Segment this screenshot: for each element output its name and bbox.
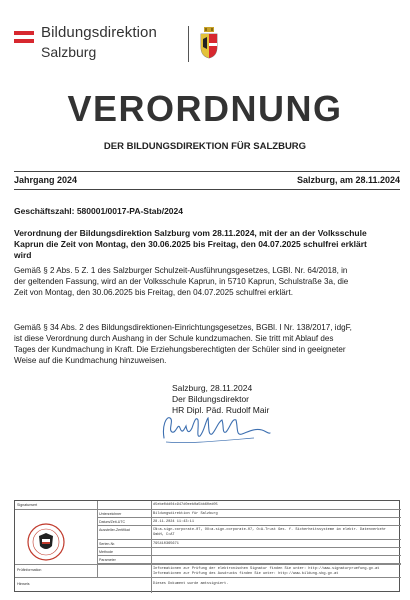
signoff-place-date: Salzburg, 28.11.2024 (172, 383, 253, 393)
sig-row: Methode (97, 548, 401, 556)
sig-row: Hinweis Dieses Dokument wurde amtssigniert. (17, 582, 229, 586)
top-rule (14, 171, 400, 172)
lead-line: Kaprun die Zeit von Montag, den 30.06.2025 bis Freitag, den 04.07.2025 schulfrei erklärt (14, 239, 367, 249)
sig-row: Datum/Zeit-UTC 28.11.2024 11:43:11 (97, 518, 401, 526)
salzburg-coat-of-arms-icon (199, 27, 219, 59)
sig-row: Prüfinformation Informationen zur Prüfung der elektronischen Signatur finden Sie unter: http://www.signaturpruefung.gv.at Informationen zur Prüfung des Ausdrucks finden Sie unter: http://www.bildung-sbg.gv.at (15, 564, 401, 578)
paragraph-line: ist diese Verordnung durch Aushang in der Schule kundzumachen. Sie tritt mit Ablauf des (14, 334, 334, 343)
header-divider (188, 26, 189, 62)
document-title: VERORDNUNG (67, 88, 343, 129)
paragraph-line: Gemäß § 34 Abs. 2 des Bildungsdirektionen-Einrichtungsgesetzes, BGBl. I Nr. 138/2017, idgF, (14, 323, 352, 332)
document-subtitle: DER BILDUNGSDIREKTION FÜR SALZBURG (103, 141, 307, 152)
sig-row: Unterzeichner Bildungsdirektion für Salzburg (97, 510, 401, 518)
place-date: Salzburg, am 28.11.2024 (296, 175, 400, 185)
paragraph-line: Zeit von Montag, den 30.06.2025 bis Freitag, den 04.07.2025 schulfrei erklärt. (14, 288, 293, 297)
signoff-role: Der Bildungsdirektor (172, 394, 250, 404)
bottom-rule (14, 189, 400, 190)
jahrgang: Jahrgang 2024 (14, 175, 78, 185)
paragraph-line: Tages der Kundmachung in Kraft. Die Erziehungsberechtigten der Schüler sind in geeigneter (14, 345, 346, 354)
lead-paragraph (14, 228, 400, 261)
org-name-line1: Bildungsdirektion (41, 24, 157, 41)
signature-block (14, 500, 400, 592)
paragraph-line: der geltenden Fassung, wird an der Volksschule Kaprun, in 5710 Kaprun, Schulstraße 3a, die (14, 277, 349, 286)
geschaeftszahl: Geschäftszahl: 580001/0017-PA-Stab/2024 (14, 206, 183, 216)
sig-row: Parameter (97, 556, 401, 564)
paragraph-2 (14, 322, 402, 366)
handwritten-signature-icon (158, 408, 273, 448)
paragraph-line: Weise auf die Kundmachung hinzuweisen. (14, 356, 167, 365)
sig-row: Serien-Nr. 795410365671 (97, 540, 401, 548)
flag-logo-icon (14, 31, 34, 43)
paragraph-line: Gemäß § 2 Abs. 5 Z. 1 des Salzburger Schulzeit-Ausführungsgesetzes, LGBl. Nr. 64/2018, in (14, 266, 348, 275)
paragraph-1 (14, 265, 402, 298)
sig-row: Aussteller-Zertifikat CN=a-sign-corporate-07, OU=a-sign-corporate-07, O=A-Trust Ges. f. Sicherheitssysteme im elektr. Datenverkehr GmbH, C=AT (97, 526, 401, 540)
lead-line: Verordnung der Bildungsdirektion Salzburg vom 28.11.2024, mit der an der Volksschule (14, 228, 367, 238)
lead-line: wird (14, 250, 32, 260)
org-name-line2: Salzburg (41, 44, 97, 60)
signoff-name: HR Dipl. Päd. Rudolf Mair (172, 405, 270, 415)
official-seal-icon (26, 522, 66, 562)
sig-row: Signaturwert d5ebe0dd04c947d0eeb0a5bb60ed05 (15, 501, 401, 510)
